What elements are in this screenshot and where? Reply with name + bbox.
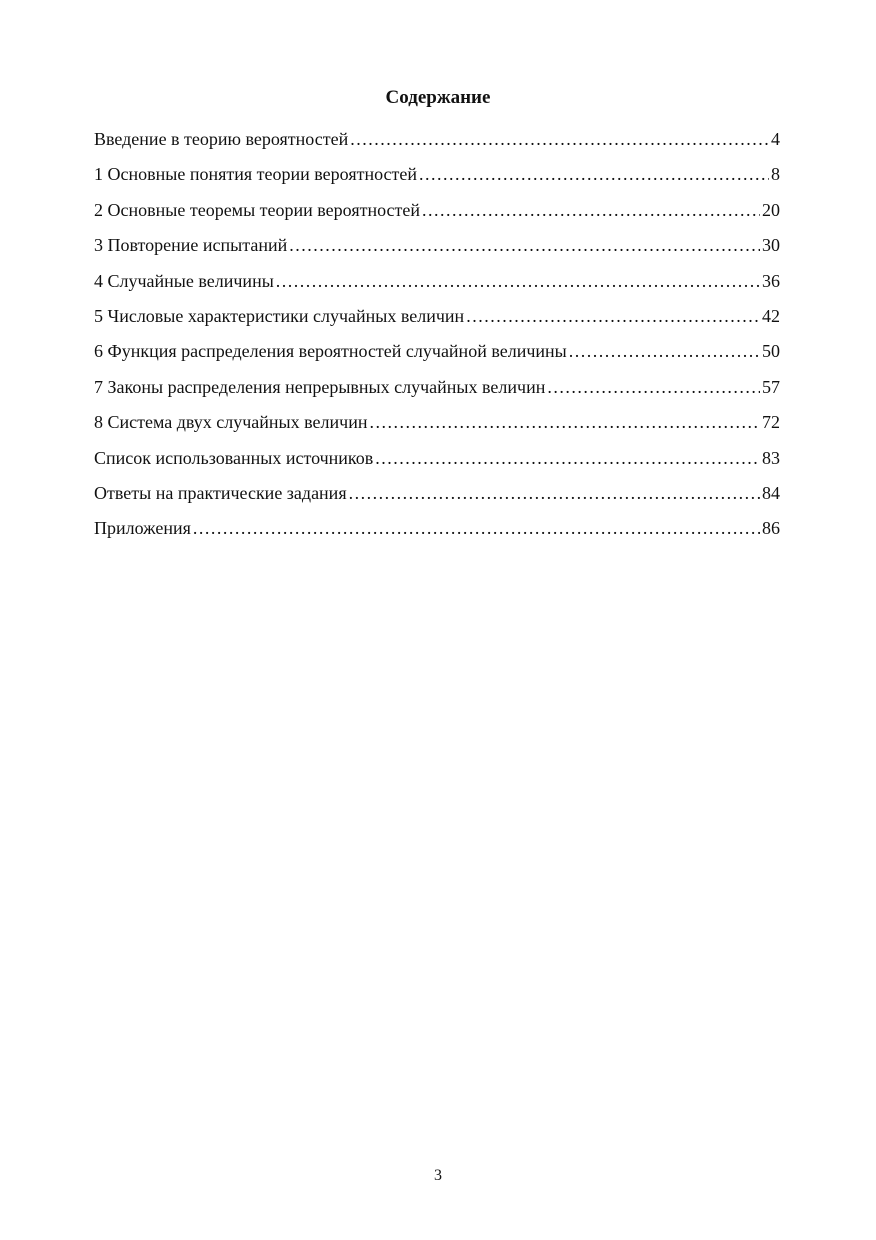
dot-leader [276,270,760,292]
toc-entry-title: 3 Повторение испытаний [94,235,288,256]
toc-entry-page: 83 [762,447,780,468]
table-of-contents [94,128,780,553]
toc-entry-chapter-6[interactable] [94,340,780,375]
toc-entry-page: 86 [762,518,780,539]
toc-entry-page: 36 [762,270,780,291]
dot-leader [193,517,760,539]
toc-entry-page: 50 [762,341,780,362]
toc-entry-page: 72 [762,412,780,433]
toc-entry-title: 4 Случайные величины [94,270,274,291]
toc-heading: Содержание [385,87,491,108]
toc-entry-page: 30 [762,235,780,256]
toc-entry-page: 84 [762,482,780,503]
dot-leader [569,340,760,362]
toc-entry-title: 5 Числовые характеристики случайных величин [94,305,465,326]
toc-entry-page: 20 [762,199,780,220]
dot-leader [350,128,769,150]
toc-entry-title: 7 Законы распределения непрерывных случайных величин [94,376,546,397]
toc-entry-title: Список использованных источников [94,447,374,468]
dot-leader [466,305,760,327]
toc-entry-chapter-1[interactable] [94,163,780,198]
toc-entry-page: 8 [771,164,780,185]
page-number: 3 [434,1167,442,1184]
dot-leader [419,163,769,185]
dot-leader [375,447,760,469]
dot-leader [422,199,760,221]
toc-entry-chapter-7[interactable] [94,376,780,411]
toc-entry-appendices[interactable] [94,517,780,552]
toc-entry-title: 1 Основные понятия теории вероятностей [94,164,418,185]
toc-entry-title: Приложения [94,518,191,539]
dot-leader [369,411,760,433]
toc-entry-title: 6 Функция распределения вероятностей случайной величины [94,341,567,362]
toc-entry-title: Ответы на практические задания [94,482,347,503]
toc-entry-page: 57 [762,376,780,397]
toc-entry-chapter-4[interactable] [94,270,780,305]
dot-leader [547,376,760,398]
toc-entry-chapter-5[interactable] [94,305,780,340]
toc-entry-references[interactable] [94,447,780,482]
toc-entry-chapter-2[interactable] [94,199,780,234]
toc-entry-page: 4 [771,129,780,149]
toc-entry-title: Введение в теорию вероятностей [94,129,349,149]
toc-entry-answers[interactable] [94,482,780,517]
toc-entry-title: 2 Основные теоремы теории вероятностей [94,199,421,220]
toc-entry-chapter-8[interactable] [94,411,780,446]
toc-entry-title: 8 Система двух случайных величин [94,412,368,433]
dot-leader [289,234,760,256]
toc-entry-chapter-3[interactable] [94,234,780,269]
toc-entry-introduction[interactable] [94,128,780,163]
dot-leader [349,482,760,504]
toc-entry-page: 42 [762,305,780,326]
